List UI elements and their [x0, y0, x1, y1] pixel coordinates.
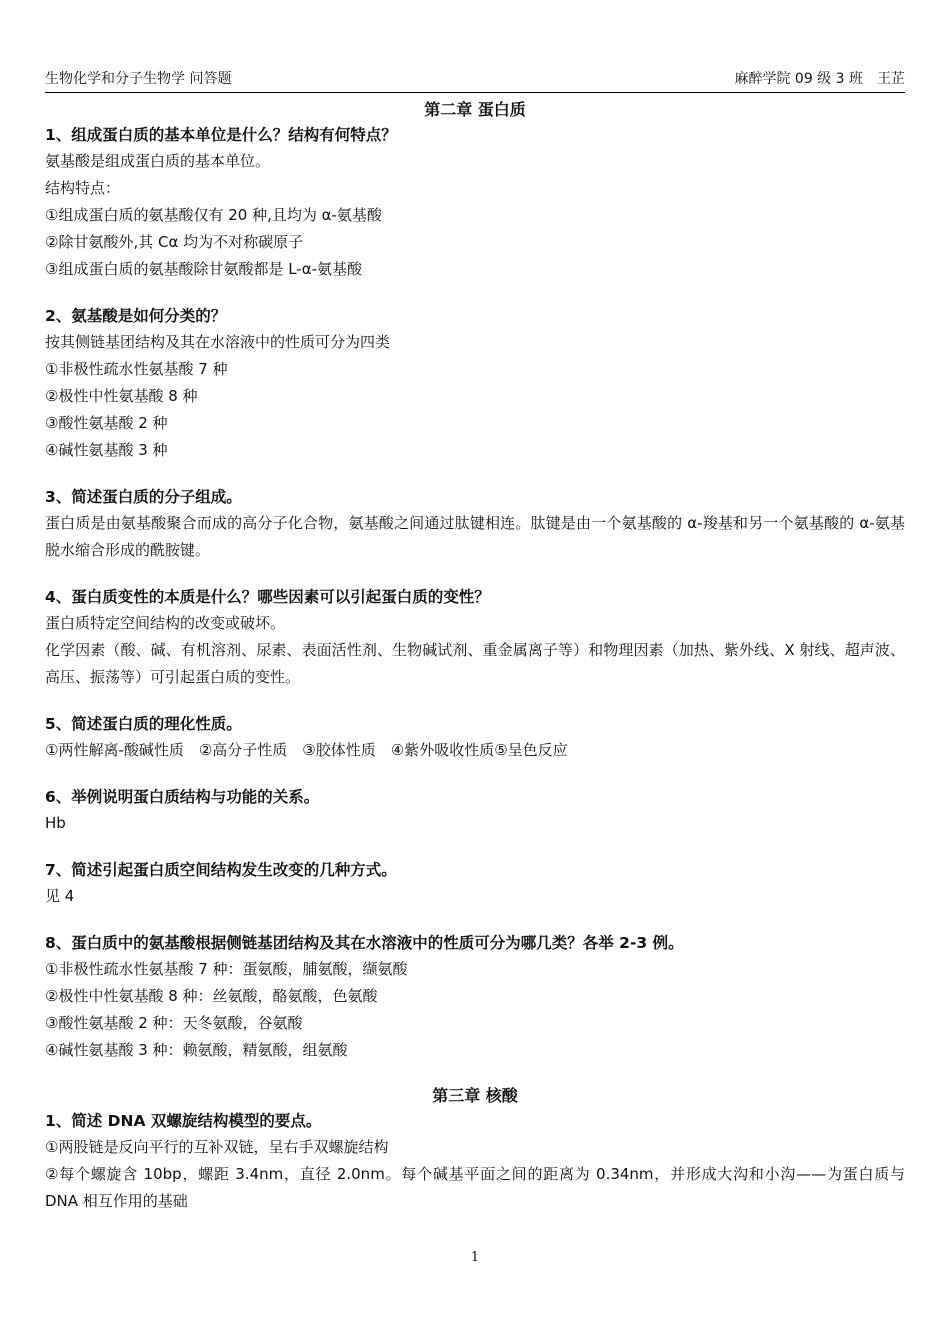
question-heading: 4、蛋白质变性的本质是什么？哪些因素可以引起蛋白质的变性？	[45, 588, 490, 606]
answer-line: ①两性解离-酸碱性质 ②高分子性质 ③胶体性质 ④紫外吸收性质⑤呈色反应	[45, 741, 568, 759]
answer-line: ②极性中性氨基酸 8 种：丝氨酸，酪氨酸，色氨酸	[45, 987, 378, 1005]
answer-line: 氨基酸是组成蛋白质的基本单位。	[45, 152, 271, 170]
answer-line: 见 4	[45, 887, 75, 905]
answer-paragraph: 化学因素（酸、碱、有机溶剂、尿素、表面活性剂、生物碱试剂、重金属离子等）和物理因素（加热、紫外线、X 射线、超声波、高压、振荡等）可引起蛋白质的变性。	[45, 641, 905, 686]
header-right-author: 麻醉学院 09 级 3 班 王芷	[734, 71, 905, 87]
answer-line: ③组成蛋白质的氨基酸除甘氨酸都是 L-α-氨基酸	[45, 260, 363, 278]
question-heading: 3、简述蛋白质的分子组成。	[45, 488, 242, 506]
question-heading: 8、蛋白质中的氨基酸根据侧链基团结构及其在水溶液中的性质可分为哪几类？各举 2-3 例。	[45, 934, 684, 952]
question-heading: 1、简述 DNA 双螺旋结构模型的要点。	[45, 1112, 322, 1130]
document-body	[45, 98, 905, 1215]
answer-line: ④碱性氨基酸 3 种	[45, 441, 168, 459]
answer-line: ②除甘氨酸外,其 Cα 均为不对称碳原子	[45, 233, 304, 251]
question-heading: 7、简述引起蛋白质空间结构发生改变的几种方式。	[45, 861, 397, 879]
answer-line: 按其侧链基团结构及其在水溶液中的性质可分为四类	[45, 333, 391, 351]
header-left-title: 生物化学和分子生物学 问答题	[45, 71, 232, 87]
answer-line: ③酸性氨基酸 2 种	[45, 414, 168, 432]
answer-paragraph: ②每个螺旋含 10bp，螺距 3.4nm，直径 2.0nm。每个碱基平面之间的距离为 0.34nm，并形成大沟和小沟——为蛋白质与 DNA 相互作用的基础	[45, 1165, 905, 1210]
answer-line: ①两股链是反向平行的互补双链，呈右手双螺旋结构	[45, 1138, 389, 1156]
answer-paragraph: 蛋白质是由氨基酸聚合而成的高分子化合物，氨基酸之间通过肽键相连。肽键是由一个氨基酸的 α-羧基和另一个氨基酸的 α-氨基脱水缩合形成的酰胺键。	[45, 514, 905, 559]
answer-line: ①非极性疏水性氨基酸 7 种：蛋氨酸，脯氨酸，缬氨酸	[45, 960, 408, 978]
answer-line: ①组成蛋白质的氨基酸仅有 20 种,且均为 α-氨基酸	[45, 206, 382, 224]
answer-line: ①非极性疏水性氨基酸 7 种	[45, 360, 228, 378]
answer-line: 结构特点：	[45, 179, 121, 197]
chapter-title: 第三章 核酸	[432, 1086, 518, 1105]
page-header	[45, 70, 905, 93]
question-heading: 6、举例说明蛋白质结构与功能的关系。	[45, 788, 320, 806]
chapter-title: 第二章 蛋白质	[424, 100, 526, 119]
answer-line: Hb	[45, 814, 66, 832]
question-heading: 1、组成蛋白质的基本单位是什么？结构有何特点？	[45, 126, 397, 144]
answer-line: ③酸性氨基酸 2 种：天冬氨酸，谷氨酸	[45, 1014, 303, 1032]
answer-line: 蛋白质特定空间结构的改变或破坏。	[45, 614, 286, 632]
question-heading: 5、简述蛋白质的理化性质。	[45, 715, 242, 733]
page-number: 1	[470, 1250, 480, 1265]
answer-line: ②极性中性氨基酸 8 种	[45, 387, 198, 405]
answer-line: ④碱性氨基酸 3 种：赖氨酸，精氨酸，组氨酸	[45, 1041, 348, 1059]
question-heading: 2、氨基酸是如何分类的？	[45, 307, 227, 325]
